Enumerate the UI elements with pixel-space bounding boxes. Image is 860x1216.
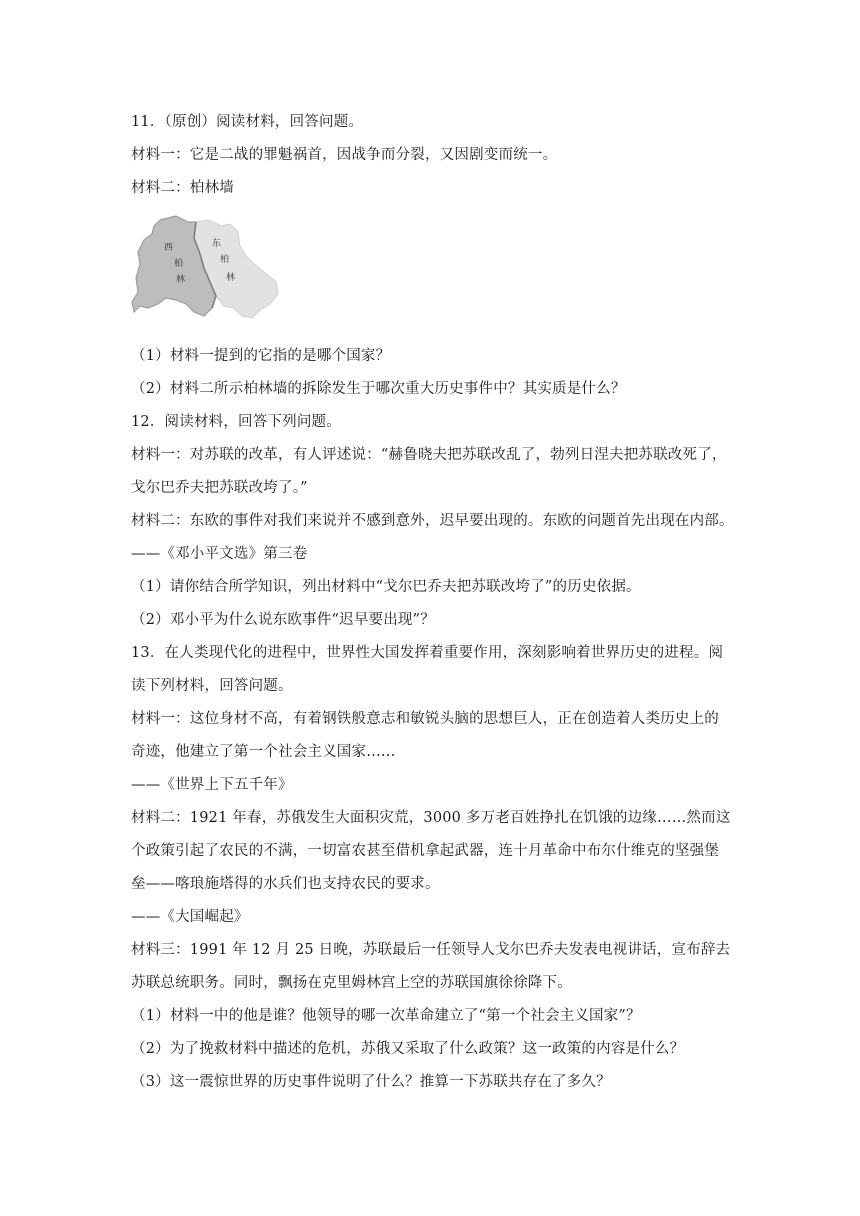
q13-sub-2: （2）为了挽救材料中描述的危机，苏俄又采取了什么政策？这一政策的内容是什么？ (131, 1041, 685, 1057)
q13-title-line-2: 读下列材料，回答问题。 (131, 678, 293, 694)
map-label-east-3: 林 (226, 273, 236, 283)
q13-title-line-1: 13．在人类现代化的进程中，世界性大国发挥着重要作用，深刻影响着世界历史的进程。阅 (131, 645, 724, 661)
q13-material-2-line-3: 垒——喀琅施塔得的水兵们也支持农民的要求。 (131, 876, 440, 892)
q13-sub-3: （3）这一震惊世界的历史事件说明了什么？推算一下苏联共存在了多久？ (131, 1074, 611, 1090)
q13-material-2-line-2: 个政策引起了农民的不满，一切富农甚至借机拿起武器，连十月革命中布尔什维克的坚强堡 (131, 843, 719, 859)
q12-sub-1: （1）请你结合所学知识，列出材料中“戈尔巴乔夫把苏联改垮了”的历史依据。 (131, 579, 641, 595)
q13-material-2-source: ——《大国崛起》 (131, 909, 249, 925)
map-label-east-1: 东 (212, 239, 222, 249)
q12-material-2: 材料二：东欧的事件对我们来说并不感到意外，迟早要出现的。东欧的问题首先出现在内部。 (131, 513, 734, 529)
q11-material-2: 材料二：柏林墙 (131, 180, 234, 196)
q12-material-1-line-1: 材料一：对苏联的改革，有人评述说：“赫鲁晓夫把苏联改乱了，勃列日涅夫把苏联改死了， (131, 447, 727, 463)
q13-material-2-line-1: 材料二：1921 年春，苏俄发生大面积灾荒，3000 多万老百姓挣扎在饥饿的边缘……然而这 (131, 810, 731, 826)
map-label-west-2: 柏 (174, 259, 184, 269)
q11-material-1: 材料一：它是二战的罪魁祸首，因战争而分裂，又因剧变而统一。 (131, 147, 558, 163)
q11-title: 11．（原创）阅读材料，回答问题。 (131, 114, 364, 130)
q13-sub-1: （1）材料一中的他是谁？他领导的哪一次革命建立了“第一个社会主义国家”？ (131, 1008, 641, 1024)
q11-sub-1: （1）材料一提到的它指的是哪个国家？ (131, 348, 391, 364)
q12-sub-2: （2）邓小平为什么说东欧事件“迟早要出现”？ (131, 612, 435, 628)
map-label-west-3: 林 (176, 275, 186, 285)
map-label-east-2: 柏 (220, 255, 230, 265)
q13-material-3-line-2: 苏联总统职务。同时，飘扬在克里姆林宫上空的苏联国旗徐徐降下。 (131, 975, 572, 991)
q13-material-1-line-2: 奇迹，他建立了第一个社会主义国家…… (131, 744, 396, 760)
q13-material-1-source: ——《世界上下五千年》 (131, 777, 293, 793)
q12-material-1-line-2: 戈尔巴乔夫把苏联改垮了。” (131, 480, 308, 496)
q12-material-2-source: ——《邓小平文选》第三卷 (131, 546, 308, 562)
q13-material-1-line-1: 材料一：这位身材不高，有着钢铁般意志和敏锐头脑的思想巨人，正在创造着人类历史上的 (131, 711, 719, 727)
q12-title: 12．阅读材料，回答下列问题。 (131, 414, 341, 430)
q11-sub-2: （2）材料二所示柏林墙的拆除发生于哪次重大历史事件中？其实质是什么？ (131, 381, 626, 397)
q13-material-3-line-1: 材料三：1991 年 12 月 25 日晚，苏联最后一任领导人戈尔巴乔夫发表电视讲话，宣布辞去 (131, 942, 731, 958)
map-label-west-1: 西 (164, 243, 174, 253)
berlin-map-image (130, 212, 282, 328)
